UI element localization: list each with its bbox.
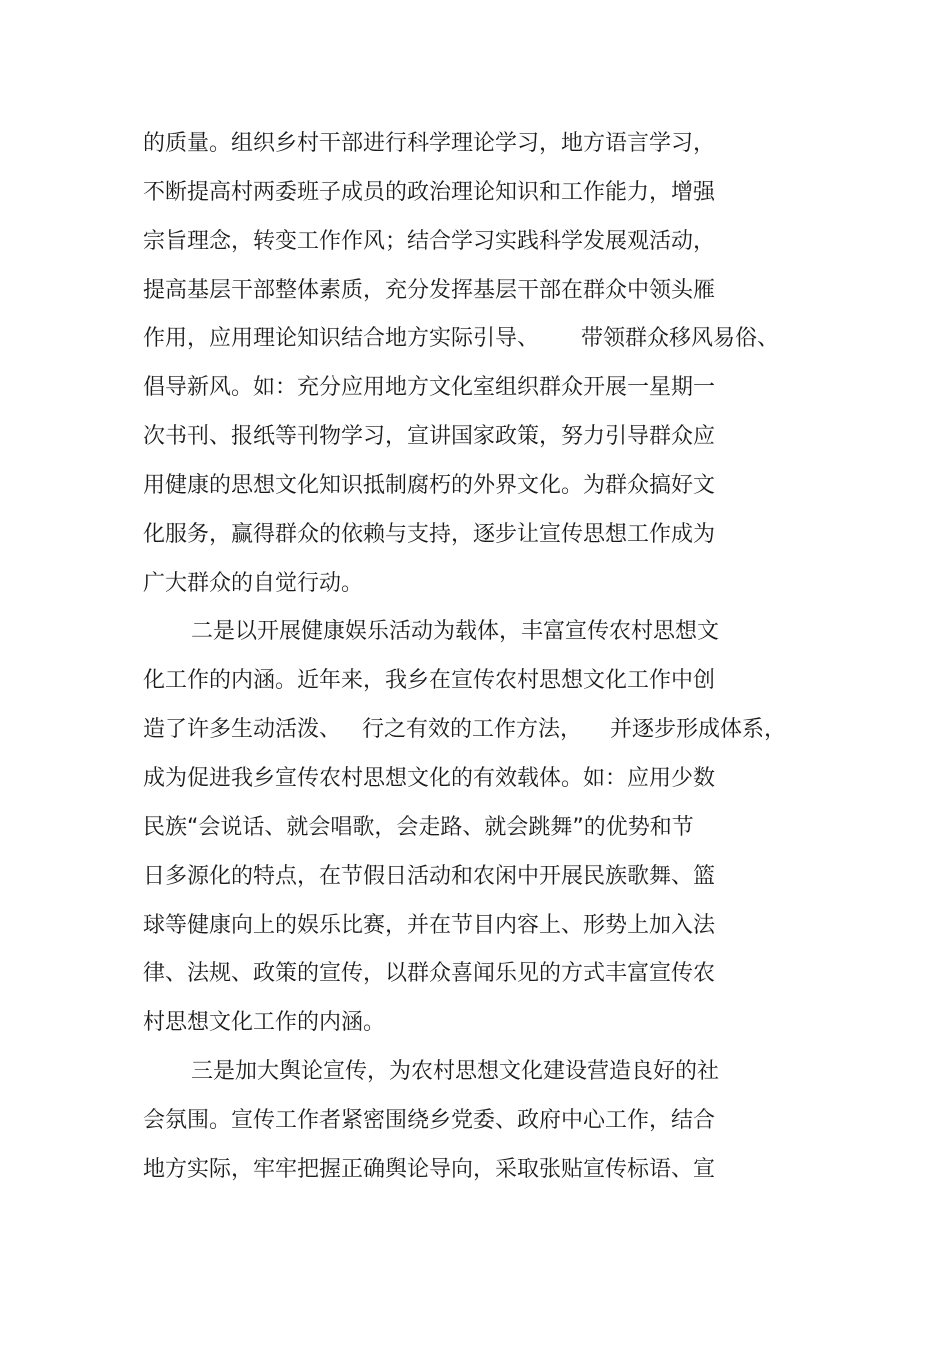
text-line: 倡导新风。如：充分应用地方文化室组织群众开展一星期一: [143, 375, 716, 401]
text-line: 提高基层干部整体素质，充分发挥基层干部在群众中领头雁: [143, 277, 716, 303]
text-line: 作用，应用理论知识结合地方实际引导、 带领群众移风易俗、: [143, 326, 779, 352]
text-line: 的质量。组织乡村干部进行科学理论学习，地方语言学习，: [143, 131, 716, 156]
text-line: 律、法规、政策的宣传，以群众喜闻乐见的方式丰富宣传农: [143, 961, 716, 987]
text-line: 成为促进我乡宣传农村思想文化的有效载体。如：应用少数: [143, 765, 716, 791]
text-line: 不断提高村两委班子成员的政治理论知识和工作能力，增强: [143, 179, 716, 205]
body-text: [143, 120, 843, 1195]
text-line: 会氛围。宣传工作者紧密围绕乡党委、政府中心工作，结合: [143, 1107, 716, 1133]
paragraph-first-line: 三是加大舆论宣传，为农村思想文化建设营造良好的社: [191, 1059, 720, 1085]
paragraph-first-line: 二是以开展健康娱乐活动为载体，丰富宣传农村思想文: [191, 619, 720, 645]
text-line: 日多源化的特点，在节假日活动和农闲中开展民族歌舞、篮: [143, 863, 716, 889]
text-line: 次书刊、报纸等刊物学习，宣讲国家政策，努力引导群众应: [143, 424, 716, 450]
text-line: 村思想文化工作的内涵。: [143, 1010, 386, 1036]
text-line: 用健康的思想文化知识抵制腐朽的外界文化。为群众搞好文: [143, 472, 716, 498]
text-line: 地方实际，牢牢把握正确舆论导向，采取张贴宣传标语、宣: [143, 1156, 716, 1182]
text-line: 宗旨理念，转变工作作风；结合学习实践科学发展观活动，: [143, 228, 716, 254]
text-line: 广大群众的自觉行动。: [143, 570, 364, 596]
text-line: 化工作的内涵。近年来，我乡在宣传农村思想文化工作中创: [143, 668, 716, 694]
text-line: 球等健康向上的娱乐比赛，并在节目内容上、形势上加入法: [143, 912, 716, 938]
text-line: 造了许多生动活泼、 行之有效的工作方法， 并逐步形成体系，: [143, 717, 786, 743]
text-line: 民族“会说话、就会唱歌，会走路、就会跳舞”的优势和节: [143, 814, 694, 840]
text-line: 化服务，赢得群众的依赖与支持，逐步让宣传思想工作成为: [143, 521, 716, 547]
